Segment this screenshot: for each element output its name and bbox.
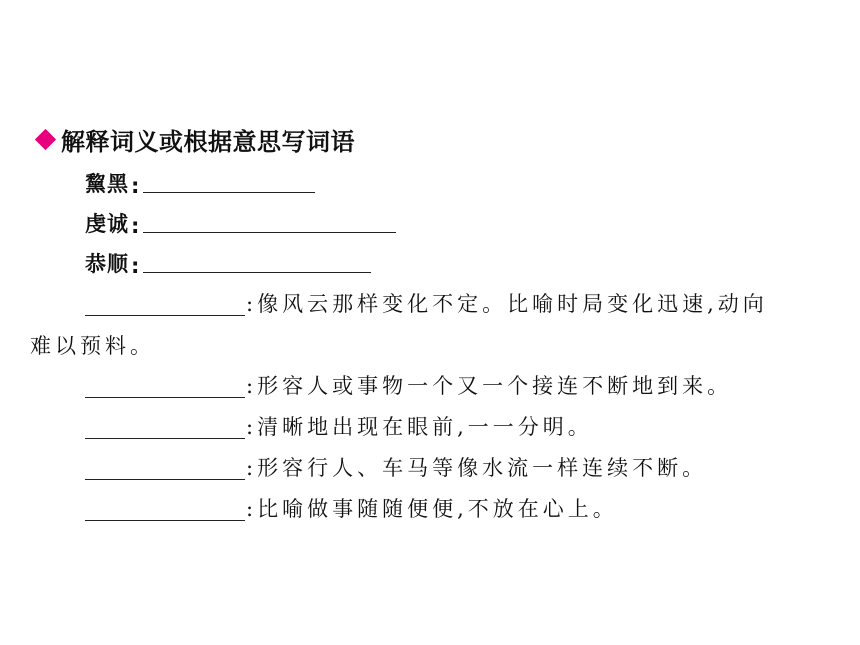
- term-colon: :: [131, 174, 140, 198]
- word-blank-2[interactable]: [85, 396, 245, 398]
- answer-blank[interactable]: [143, 231, 396, 233]
- definition-5: :比喻做事随随便便,不放在心上。: [246, 497, 618, 521]
- term-row-3: [85, 248, 371, 278]
- word-blank-4[interactable]: [85, 478, 245, 480]
- term-colon: :: [131, 254, 140, 278]
- definition-1-continuation: 难以预料。: [30, 334, 155, 358]
- term-label: 黧黑: [85, 172, 129, 196]
- diamond-bullet-icon: [35, 128, 56, 149]
- answer-blank[interactable]: [143, 271, 371, 273]
- term-row-1: [85, 168, 315, 198]
- term-row-2: [85, 208, 396, 238]
- term-label: 恭顺: [85, 252, 129, 276]
- definition-4: :形容行人、车马等像水流一样连续不断。: [246, 456, 708, 480]
- word-blank-3[interactable]: [85, 437, 245, 439]
- term-label: 虔诚: [85, 212, 129, 236]
- definition-2: :形容人或事物一个又一个接连不断地到来。: [246, 374, 733, 398]
- term-colon: :: [131, 214, 140, 238]
- word-blank-5[interactable]: [85, 519, 245, 521]
- heading-text: 解释词义或根据意思写词语: [61, 127, 355, 156]
- section-heading: [32, 122, 355, 156]
- definition-3: :清晰地出现在眼前,一一分明。: [246, 415, 593, 439]
- definition-1: :像风云那样变化不定。比喻时局变化迅速,动向: [246, 292, 768, 316]
- word-blank-1[interactable]: [85, 314, 245, 316]
- answer-blank[interactable]: [143, 191, 315, 193]
